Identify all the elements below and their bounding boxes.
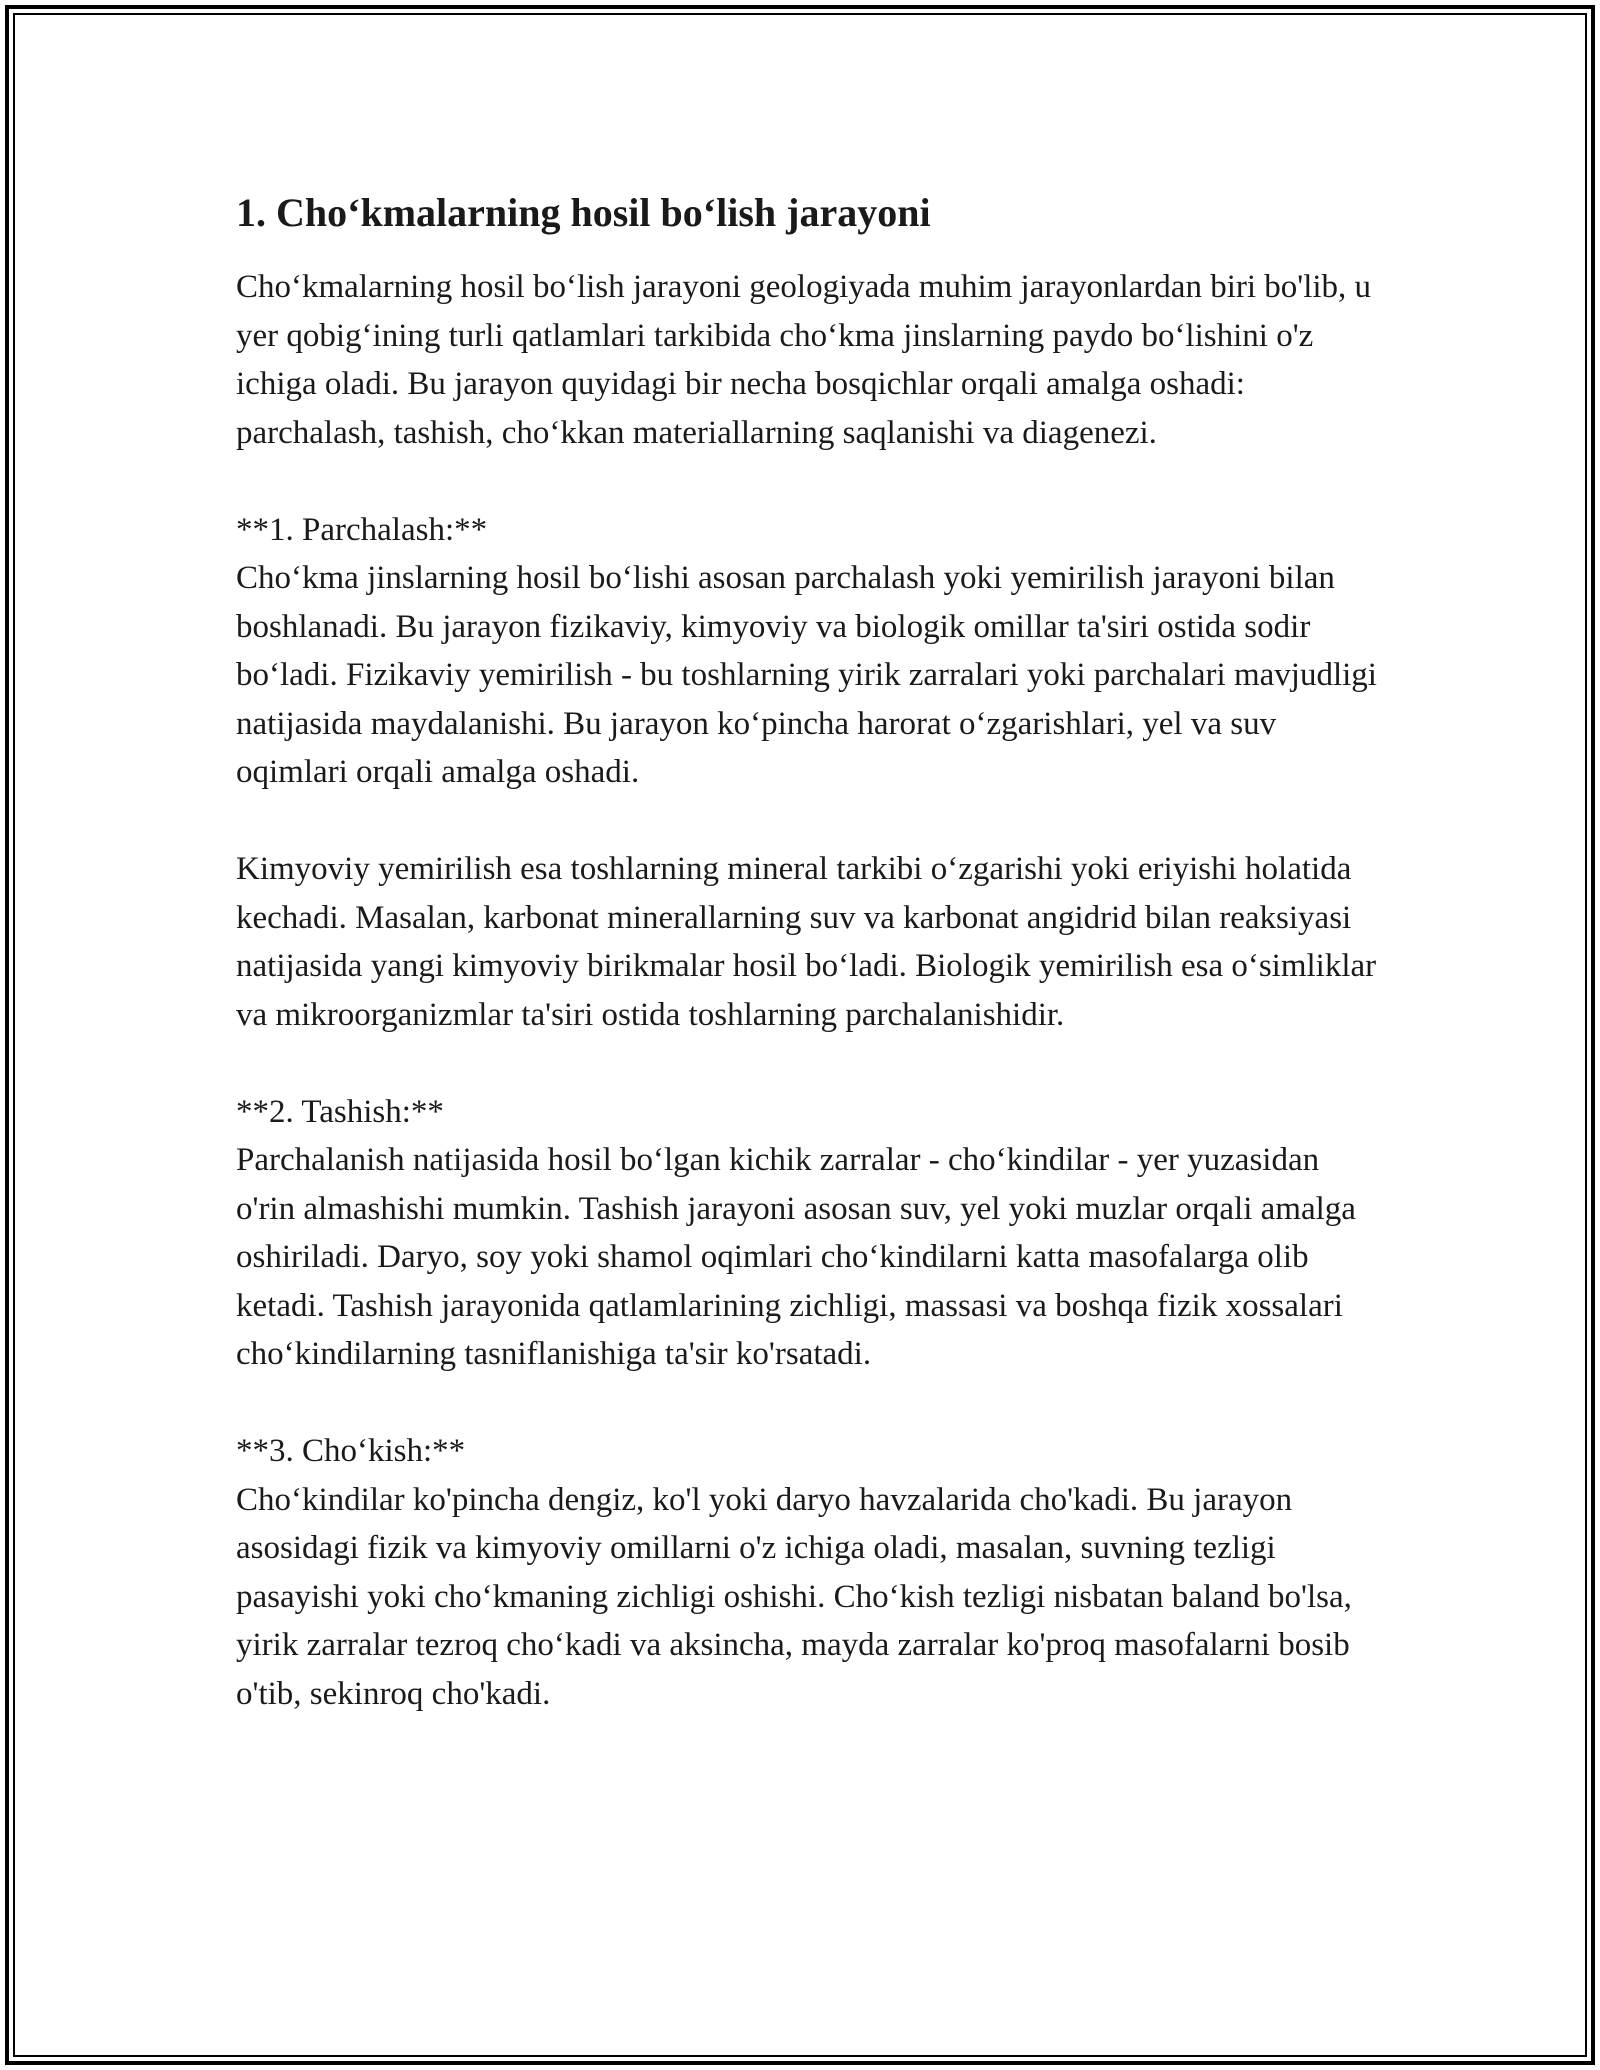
section-parchalash — [236, 506, 1386, 797]
section-heading: **1. Parchalash:** — [236, 511, 488, 548]
section-text: Cho‘kma jinslarning hosil bo‘lishi asosan parchalash yoki yemirilish jarayoni bilan boshlanadi. Bu jarayon fizikaviy, kimyoviy va biologik omillar ta'siri ostida sodir bo‘ladi. Fizikaviy yemirilish - bu toshlarning yirik zarralari yoki parchalari mavjudligi natijasida maydalanishi. Bu jarayon ko‘pincha harorat o‘zgarishlari, yel va suv oqimlari orqali amalga oshadi. — [236, 560, 1377, 790]
section-text: Cho‘kindilar ko'pincha dengiz, ko'l yoki daryo havzalarida cho'kadi. Bu jarayon asosidagi fizik va kimyoviy omillarni o'z ichiga oladi, masalan, suvning tezligi pasayishi yoki cho‘kmaning zichligi oshishi. Cho‘kish tezligi nisbatan baland bo'lsa, yirik zarralar tezroq cho‘kadi va aksincha, mayda zarralar ko'proq masofalarni bosib o'tib, sekinroq cho'kadi. — [236, 1481, 1352, 1712]
section-tashish — [236, 1088, 1386, 1379]
section-heading: **2. Tashish:** — [236, 1093, 444, 1130]
section-text-paragraph: Kimyoviy yemirilish esa toshlarning mineral tarkibi o‘zgarishi yoki eriyishi holatida kechadi. Masalan, karbonat minerallarning suv va karbonat angidrid bilan reaksiyasi natijasida yangi kimyoviy birikmalar hosil bo‘ladi. Biologik yemirilish esa o‘simliklar va mikroorganizmlar ta'siri ostida toshlarning parchalanishidir. — [236, 851, 1377, 1033]
section-heading: **3. Cho‘kish:** — [236, 1433, 466, 1469]
document-body — [236, 185, 1386, 1767]
intro-paragraph: Cho‘kmalarning hosil bo‘lish jarayoni geologiyada muhim jarayonlardan biri bo'lib, u yer qobig‘ining turli qatlamlari tarkibida cho‘kma jinslarning paydo bo‘lishini o'z ichiga oladi. Bu jarayon quyidagi bir necha bosqichlar orqali amalga oshadi: parchalash, tashish, cho‘kkan materiallarning saqlanishi va diagenezi. — [236, 269, 1372, 451]
section-text: Parchalanish natijasida hosil bo‘lgan kichik zarralar - cho‘kindilar - yer yuzasidan o'rin almashishi mumkin. Tashish jarayoni asosan suv, yel yoki muzlar orqali amalga oshiriladi. Daryo, soy yoki shamol oqimlari cho‘kindilarni katta masofalarga olib ketadi. Tashish jarayonida qatlamlarining zichligi, massasi va boshqa fizik xossalari cho‘kindilarning tasniflanishiga ta'sir ko'rsatadi. — [236, 1142, 1356, 1372]
section-chokish — [236, 1427, 1386, 1718]
document-title: 1. Cho‘kmalarning hosil bo‘lish jarayoni — [236, 190, 931, 235]
